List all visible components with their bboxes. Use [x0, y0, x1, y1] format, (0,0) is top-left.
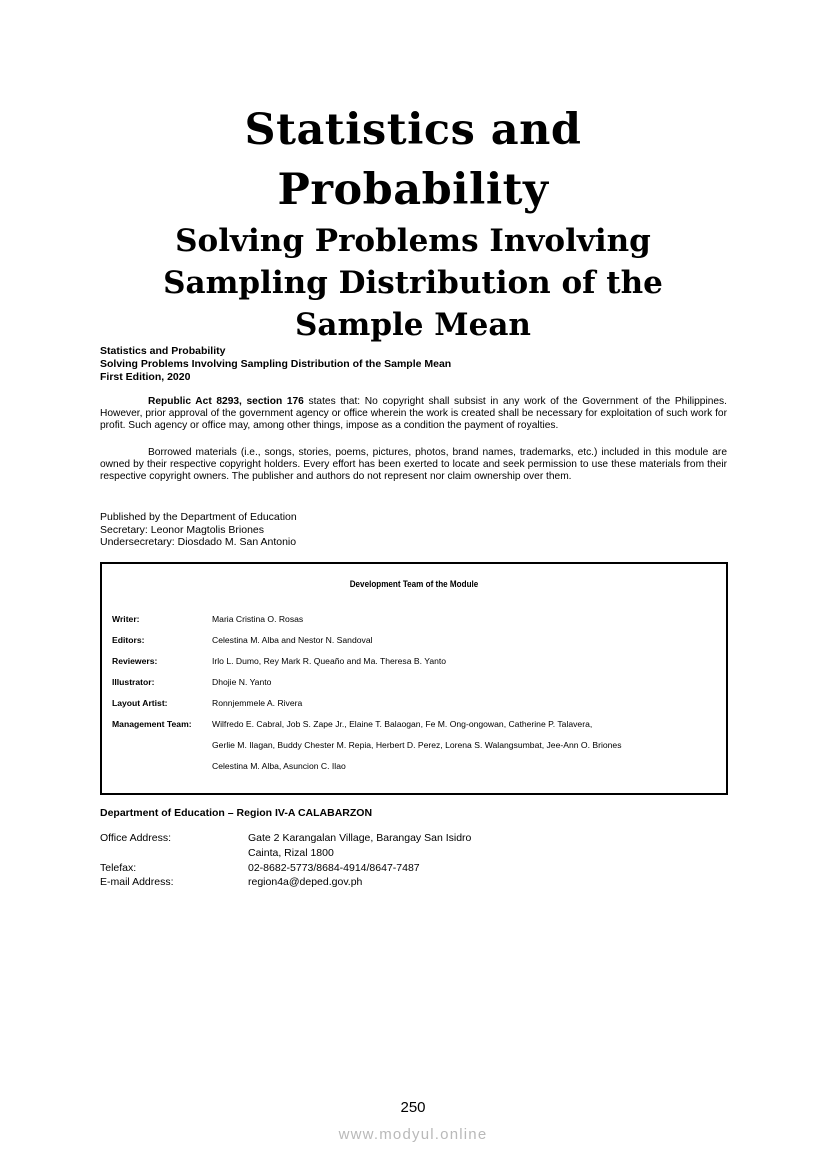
development-team-box: [100, 562, 728, 795]
office-address-line-1: Gate 2 Karangalan Village, Barangay San Isidro: [248, 832, 472, 844]
team-value: Gerlie M. Ilagan, Buddy Chester M. Repia, Herbert D. Perez, Lorena S. Walangsumbat, Jee-Ann O. Briones: [212, 740, 622, 750]
subtitle-line-1: Solving Problems Involving: [175, 223, 651, 259]
telefax-label: Telefax:: [100, 862, 137, 874]
telefax-value: 02-8682-5773/8684-4914/8647-7487: [248, 862, 420, 874]
published-by: Published by the Department of Education: [100, 511, 297, 523]
team-label: Reviewers:: [112, 656, 158, 666]
team-title: Development Team of the Module: [349, 579, 479, 589]
team-label: Illustrator:: [112, 677, 155, 687]
publisher-info: [100, 511, 297, 549]
team-value: Ronnjemmele A. Rivera: [212, 698, 303, 708]
subtitle-line-2: Sampling Distribution of the: [163, 265, 663, 301]
team-label: Writer:: [112, 614, 140, 624]
team-value: Celestina M. Alba and Nestor N. Sandoval: [212, 635, 373, 645]
edition-info: [100, 345, 451, 384]
title-line-1: Statistics and: [244, 105, 582, 155]
team-value: Irlo L. Dumo, Rey Mark R. Queaño and Ma. Theresa B. Yanto: [212, 656, 447, 666]
watermark: www.modyul.online: [338, 1126, 488, 1143]
deped-region-heading: Department of Education – Region IV-A CALABARZON: [100, 807, 373, 819]
meta-title: Statistics and Probability: [100, 345, 226, 357]
page-number: 250: [400, 1099, 426, 1116]
copyright-text: states that: No copyright shall subsist in any work of the Government of the Philippines. However, prior approval of the government agency or office wherein the work is created shall be necessary for exploitation of such work for profit. Such agency or office may, among other things, impose as a condition the payment of royalties.: [100, 396, 727, 432]
title-line-2: Probability: [277, 165, 549, 215]
borrowed-text: Borrowed materials (i.e., songs, stories, poems, pictures, photos, brand names, trademarks, etc.) included in this module are owned by their respective copyright holders. Every effort has been exerted to locate and seek permission to use these materials from their respective copyright owners. The publisher and authors do not represent nor claim ownership over them.: [100, 447, 727, 483]
meta-edition: First Edition, 2020: [100, 371, 191, 383]
office-address-label: Office Address:: [100, 832, 172, 844]
team-label: Management Team:: [112, 719, 192, 729]
team-value: Dhojie N. Yanto: [212, 677, 272, 687]
email-value: region4a@deped.gov.ph: [248, 876, 363, 888]
subtitle-line-3: Sample Mean: [295, 307, 531, 343]
team-value: Maria Cristina O. Rosas: [212, 614, 304, 624]
team-label: Editors:: [112, 635, 145, 645]
undersecretary: Undersecretary: Diosdado M. San Antonio: [100, 536, 297, 548]
team-value: Wilfredo E. Cabral, Job S. Zape Jr., Elaine T. Balaogan, Fe M. Ong-ongowan, Catherine P. Talavera,: [212, 719, 593, 729]
borrowed-materials-paragraph: [100, 447, 727, 484]
republic-act-reference: Republic Act 8293, section 176: [148, 396, 304, 407]
team-value: Celestina M. Alba, Asuncion C. Ilao: [212, 761, 346, 771]
email-label: E-mail Address:: [100, 876, 174, 888]
office-address-line-2: Cainta, Rizal 1800: [248, 847, 334, 859]
meta-subtitle: Solving Problems Involving Sampling Distribution of the Sample Mean: [100, 358, 452, 370]
secretary: Secretary: Leonor Magtolis Briones: [100, 523, 264, 536]
copyright-paragraph: [100, 396, 727, 433]
team-label: Layout Artist:: [112, 698, 168, 708]
